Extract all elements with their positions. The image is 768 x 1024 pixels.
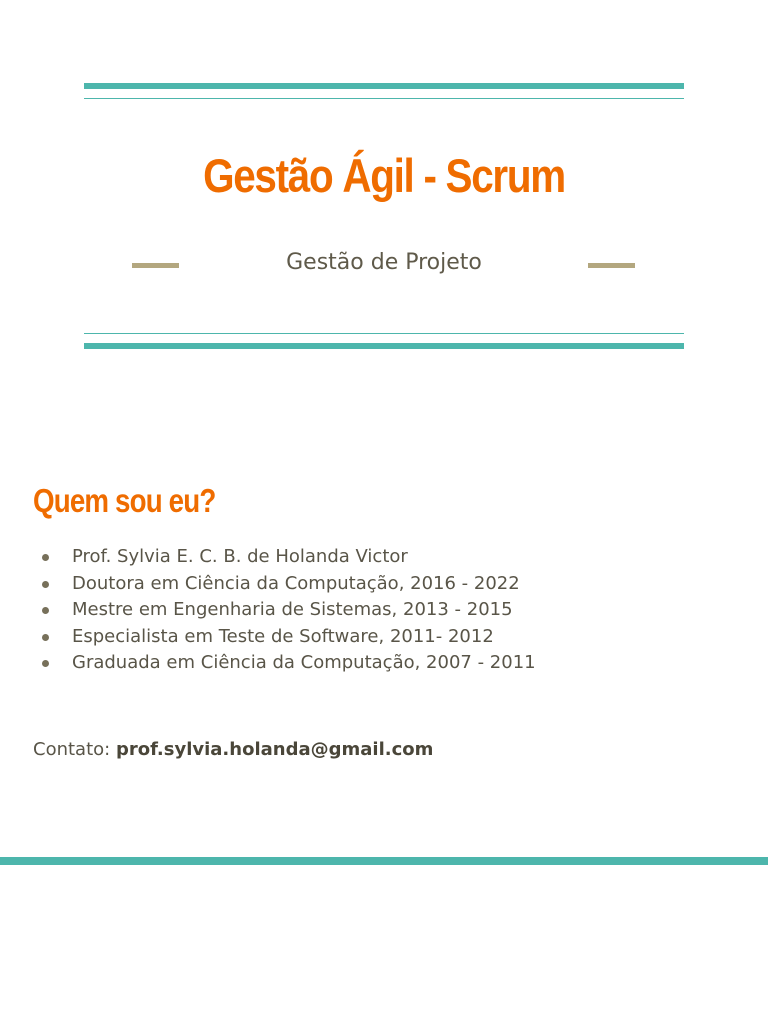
bullet-icon xyxy=(42,607,49,614)
page-title: Gestão Ágil - Scrum xyxy=(203,149,565,202)
section-title: Quem sou eu? xyxy=(33,482,216,519)
contact-line xyxy=(33,736,433,764)
subtitle-row xyxy=(0,244,768,284)
contact-email: prof.sylvia.holanda@gmail.com xyxy=(115,739,434,760)
bullet-icon xyxy=(42,554,49,561)
bottom-rule xyxy=(0,857,768,865)
list-item-text: Graduada em Ciência da Computação, 2007 - 2011 xyxy=(72,652,536,673)
bullet-icon xyxy=(42,660,49,667)
bullet-icon xyxy=(42,634,49,641)
bullet-icon xyxy=(42,581,49,588)
list-item-text: Especialista em Teste de Software, 2011- 2012 xyxy=(72,625,494,647)
page-subtitle: Gestão de Projeto xyxy=(286,250,482,275)
list-item xyxy=(40,571,536,598)
list-item xyxy=(40,624,536,651)
list-item-text: Prof. Sylvia E. C. B. de Holanda Victor xyxy=(72,546,408,567)
bio-list xyxy=(40,544,536,677)
list-item xyxy=(40,544,536,571)
middle-thick-rule xyxy=(84,343,684,349)
top-thick-rule xyxy=(84,83,684,89)
contact-label: Contato: xyxy=(33,739,111,760)
right-dash-ornament xyxy=(588,263,635,268)
list-item xyxy=(40,650,536,677)
list-item-text: Doutora em Ciência da Computação, 2016 - 2022 xyxy=(72,572,520,594)
list-item-text: Mestre em Engenharia de Sistemas, 2013 - 2015 xyxy=(72,599,513,620)
top-thin-rule xyxy=(84,98,684,99)
list-item xyxy=(40,597,536,624)
middle-thin-rule xyxy=(84,333,684,334)
